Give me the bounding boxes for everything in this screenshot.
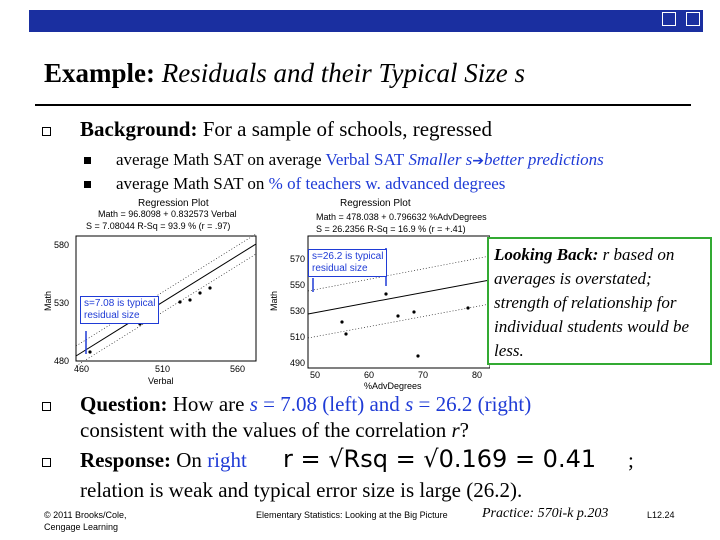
left-callout-line2: residual size	[84, 310, 140, 321]
response-semicolon: ;	[628, 448, 634, 472]
data-point	[384, 292, 387, 295]
left-ylabel: Math	[43, 290, 54, 312]
data-point	[344, 332, 347, 335]
data-point	[208, 286, 211, 289]
title-divider	[35, 104, 691, 106]
right-callout-line1: s=26.2 is typical	[312, 251, 384, 262]
right-data-points	[340, 292, 469, 357]
top-bar	[29, 10, 703, 32]
right-ytick: 550	[290, 280, 306, 290]
sub2-text: average Math SAT on	[116, 174, 269, 193]
title-rest: Residuals and their Typical Size s	[155, 58, 525, 88]
left-xtick: 510	[155, 364, 171, 374]
response-line1	[80, 448, 247, 473]
right-ytick: 570	[290, 254, 306, 264]
question-value-right: = 26.2 (right)	[413, 392, 532, 416]
square-bullet-icon	[84, 157, 91, 164]
sub-bullet-1	[116, 150, 604, 170]
sub1-note: Smaller s	[404, 150, 473, 169]
right-plot-header: Regression Plot	[340, 198, 411, 209]
top-box-icon	[686, 12, 700, 26]
left-callout	[80, 296, 159, 324]
response-right: right	[207, 448, 247, 472]
left-plot-stats: S = 7.08044 R-Sq = 93.9 % (r = .97)	[86, 221, 231, 231]
data-point	[88, 350, 91, 353]
question-label: Question:	[80, 392, 168, 416]
data-point	[188, 298, 191, 301]
left-ytick: 580	[54, 240, 70, 250]
question-text: How are	[167, 392, 250, 416]
slide-title	[44, 58, 525, 89]
data-point	[412, 310, 415, 313]
footer-copyright-2: Cengage Learning	[44, 522, 119, 532]
right-xtick: 80	[472, 370, 483, 380]
right-plot-stats: S = 26.2356 R-Sq = 16.9 % (r = +.41)	[316, 224, 466, 234]
data-point	[198, 291, 201, 294]
title-bold: Example:	[44, 58, 155, 88]
question-mark: ?	[459, 418, 469, 442]
right-ylabel: Math	[269, 290, 280, 312]
left-upper-band	[76, 234, 256, 346]
right-fit-line	[308, 280, 490, 314]
correlation-formula: r = √Rsq = √0.169 = 0.41	[283, 445, 597, 473]
square-bullet-icon	[84, 181, 91, 188]
question-value-left: = 7.08 (left) and	[257, 392, 406, 416]
top-box-icon	[662, 12, 676, 26]
question-r-symbol: r	[451, 418, 460, 442]
left-plot-header: Regression Plot	[138, 198, 209, 209]
data-point	[178, 300, 181, 303]
data-point	[396, 314, 399, 317]
left-ytick: 480	[54, 356, 70, 366]
arrow-icon: ➔	[472, 153, 485, 169]
right-plot-equation: Math = 478.038 + 0.796632 %AdvDegrees	[316, 212, 487, 222]
left-regression-plot	[40, 196, 272, 392]
left-ytick: 530	[54, 298, 70, 308]
response-line2: relation is weak and typical error size is large (26.2).	[80, 478, 523, 502]
question-line1	[80, 392, 531, 417]
background-label: Background:	[80, 117, 198, 141]
right-ytick: 490	[290, 358, 306, 368]
footer-practice: Practice: 570i-k p.203	[482, 506, 609, 521]
sub1-highlight: Verbal SAT	[325, 150, 405, 169]
response-text: On	[171, 448, 208, 472]
data-point	[416, 354, 419, 357]
question-s-symbol: s	[249, 392, 258, 416]
hollow-square-bullet-icon	[42, 458, 51, 467]
sub2-highlight: % of teachers w. advanced degrees	[268, 174, 506, 193]
right-callout-line2: residual size	[312, 263, 368, 274]
footer-course: Elementary Statistics: Looking at the Big Picture	[256, 510, 448, 520]
data-point	[340, 320, 343, 323]
right-xtick: 50	[310, 370, 321, 380]
right-xtick: 60	[364, 370, 375, 380]
left-plot-equation: Math = 96.8098 + 0.832573 Verbal	[98, 209, 237, 219]
footer-page-number: L12.24	[647, 510, 675, 520]
data-point	[466, 306, 469, 309]
question-s-symbol: s	[405, 392, 414, 416]
left-xtick: 460	[74, 364, 90, 374]
looking-back-text: r based on averages is overstated; strength of relationship for individual students would be less.	[494, 245, 690, 360]
background-text: For a sample of schools, regressed	[197, 117, 492, 141]
sub1-note2: better predictions	[484, 150, 604, 169]
sub-bullet-2	[116, 174, 505, 194]
right-callout	[308, 249, 387, 277]
right-ytick: 510	[290, 332, 306, 342]
left-xlabel: Verbal	[148, 376, 174, 386]
background-line	[80, 117, 492, 142]
right-xtick: 70	[418, 370, 429, 380]
looking-back-label: Looking Back:	[494, 245, 599, 264]
looking-back-box	[487, 237, 712, 365]
hollow-square-bullet-icon	[42, 127, 51, 136]
left-plot-canvas	[40, 196, 272, 392]
left-xtick: 560	[230, 364, 246, 374]
footer-copyright-1: © 2011 Brooks/Cole,	[44, 510, 127, 520]
question-line2	[80, 418, 469, 443]
hollow-square-bullet-icon	[42, 402, 51, 411]
left-callout-line1: s=7.08 is typical	[84, 298, 156, 309]
question-text-2: consistent with the values of the correlation	[80, 418, 452, 442]
right-ytick: 530	[290, 306, 306, 316]
right-regression-plot	[268, 196, 490, 392]
right-xlabel: %AdvDegrees	[364, 381, 422, 391]
sub1-text: average Math SAT on average	[116, 150, 326, 169]
response-label: Response:	[80, 448, 172, 472]
